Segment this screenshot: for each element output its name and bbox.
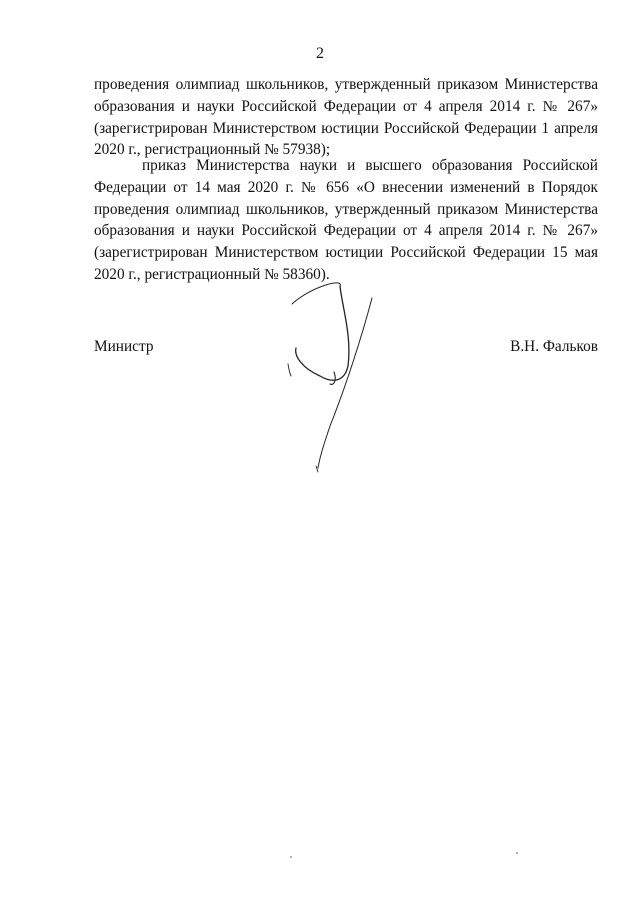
handwritten-signature-icon: [282, 276, 392, 476]
paragraph-1: проведения олимпиад школьников, утвержденный приказом Министерства образования и науки Российской Федерации от 4 апреля 2014 г. № 267» (зарегистрирован Министерством юстиции Российской Федерации 1 апреля 2020 г., регистрационный № 57938);: [94, 76, 598, 159]
signatory-name: В.Н. Фальков: [510, 338, 598, 355]
signatory-title: Министр: [94, 338, 154, 355]
page-number: 2: [316, 45, 324, 62]
paragraph-2: приказ Министерства науки и высшего образования Российской Федерации от 14 мая 2020 г. № 656 «О внесении изменений в Порядок проведения олимпиад школьников, утвержденный приказом Министерства образования и науки Российской Федерации от 4 апреля 2014 г. № 267» (зарегистрирован Министерством юстиции Российской Федерации 15 мая 2020 г., регистрационный № 58360).: [94, 157, 598, 283]
scan-speck: [516, 852, 518, 854]
scan-speck: [290, 856, 292, 858]
